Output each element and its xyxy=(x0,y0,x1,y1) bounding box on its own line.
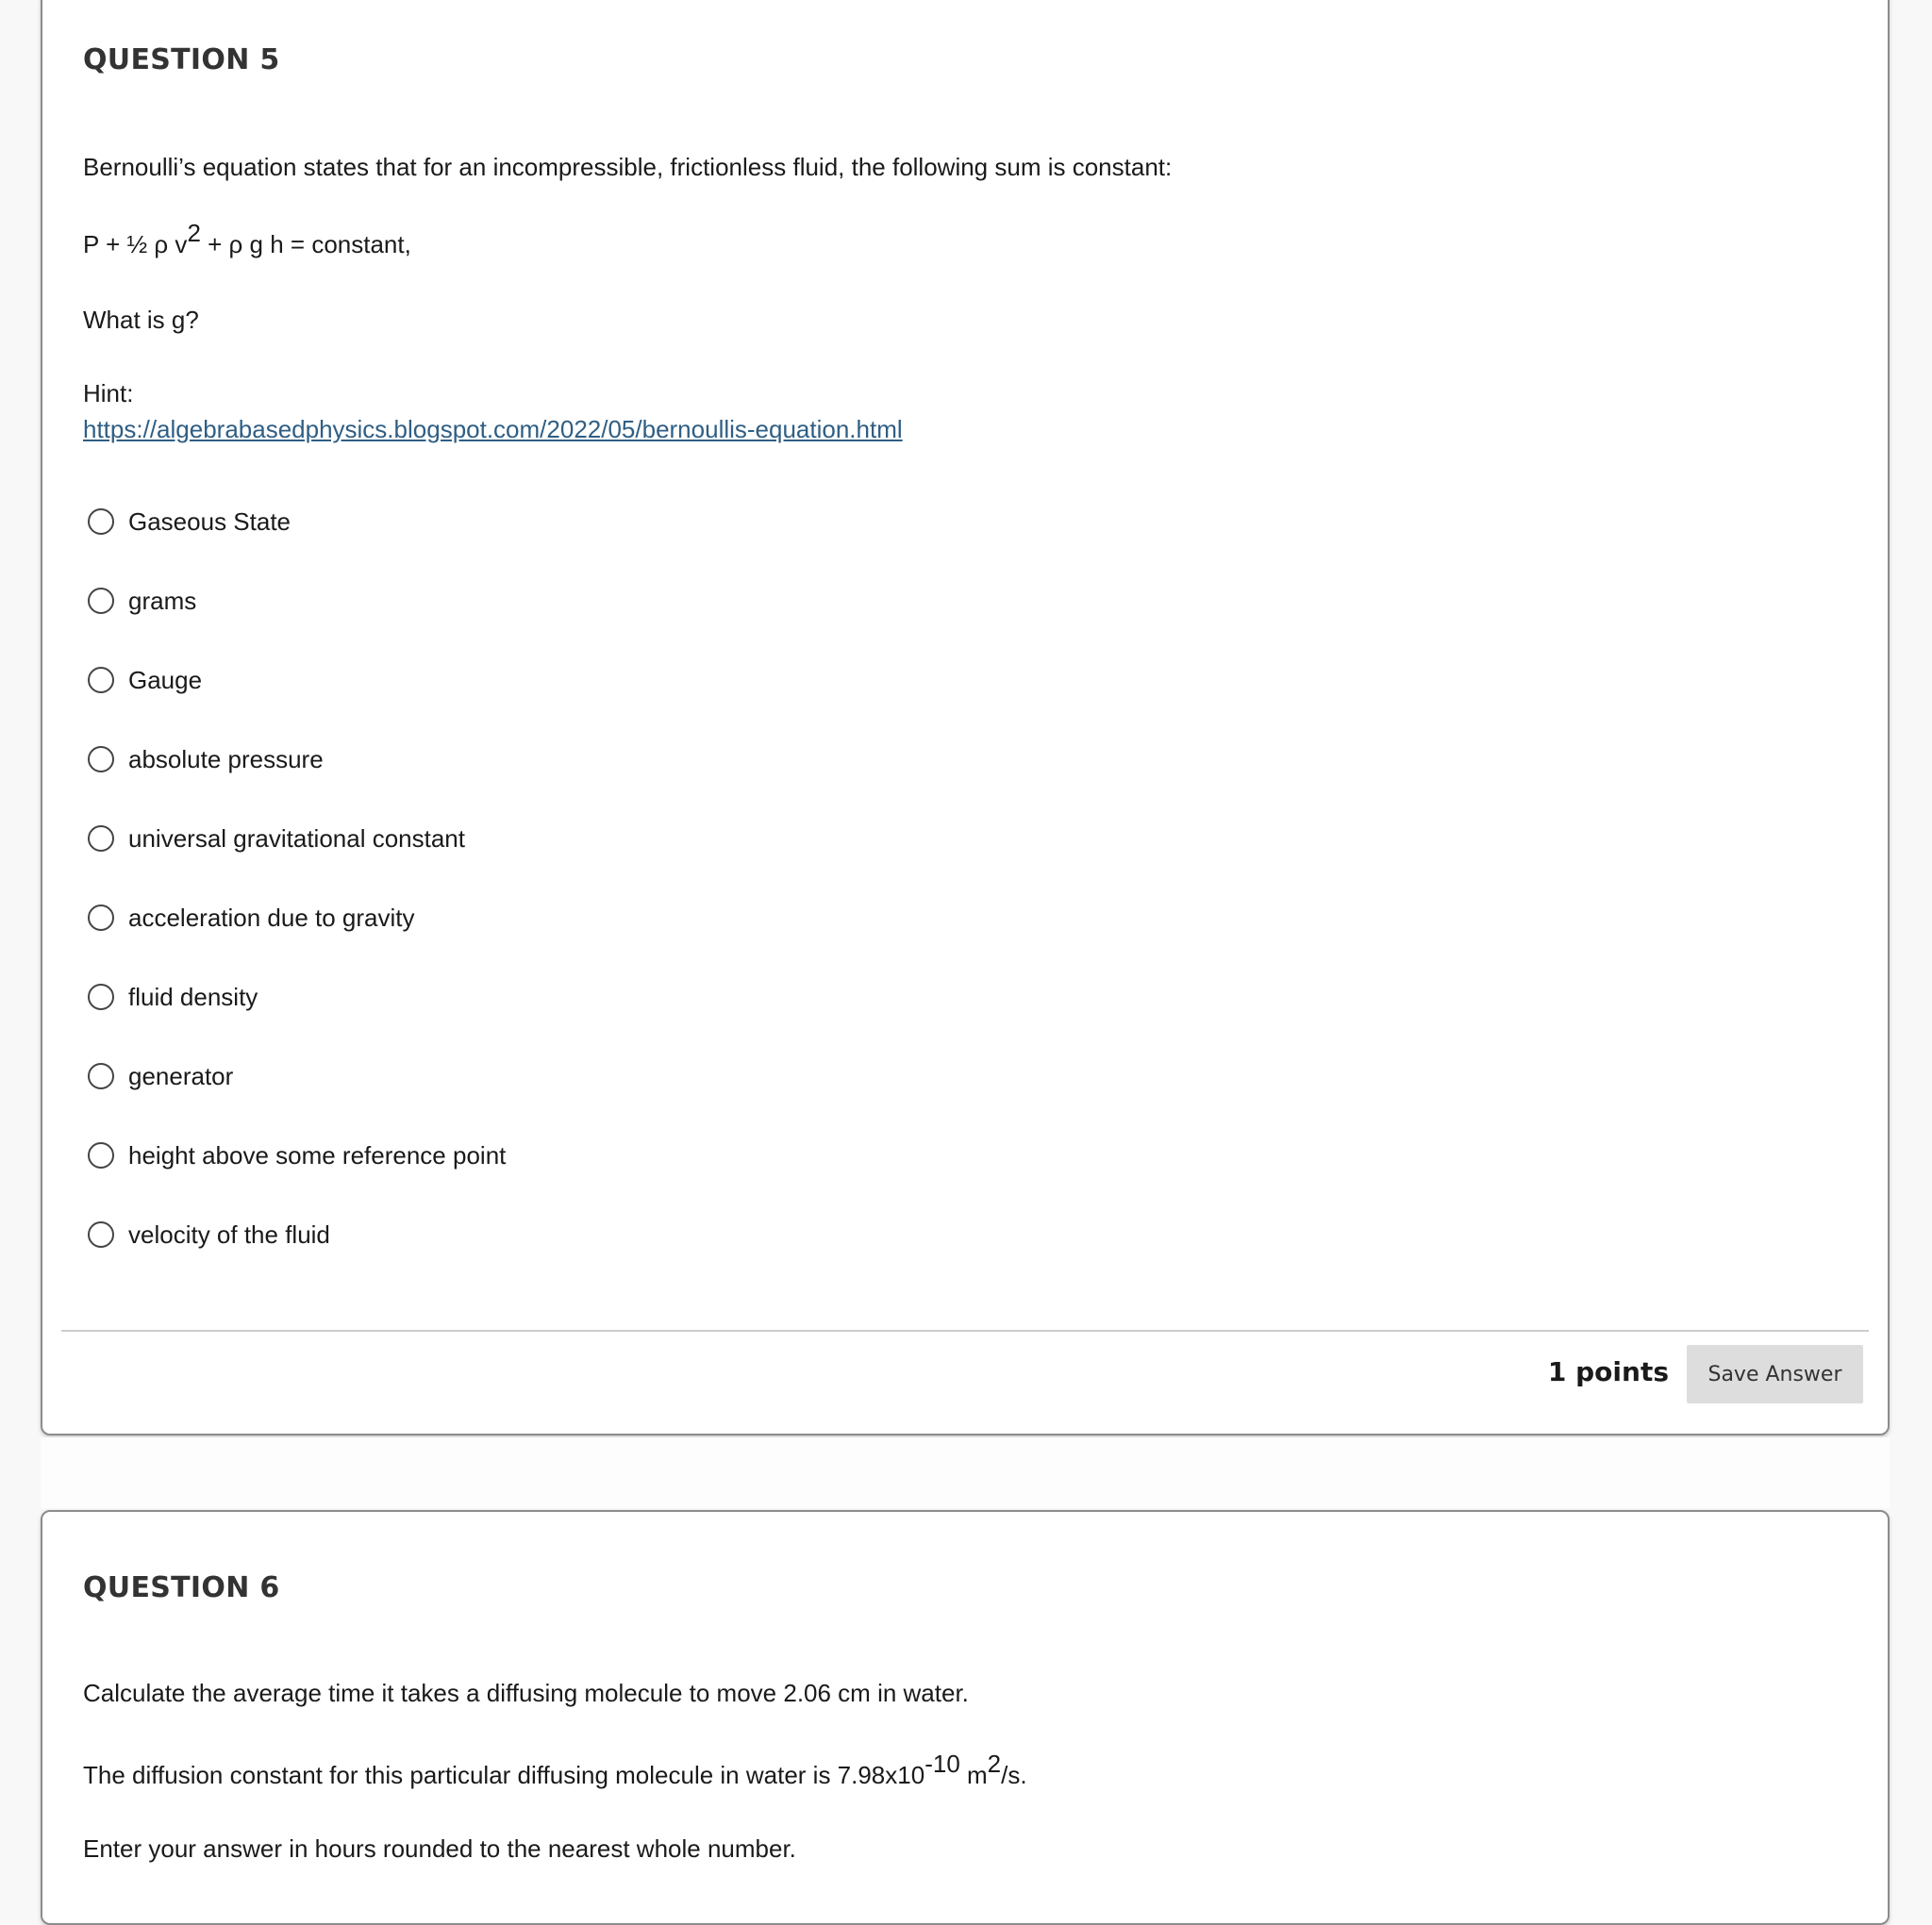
radio-button[interactable] xyxy=(88,1063,114,1089)
footer-divider xyxy=(61,1330,1869,1332)
answer-option[interactable] xyxy=(88,1037,506,1116)
question-6-card xyxy=(41,1510,1890,1925)
answer-option[interactable] xyxy=(88,1116,506,1195)
radio-button[interactable] xyxy=(88,825,114,852)
answer-option[interactable] xyxy=(88,957,506,1037)
question-5-prompt: Bernoulli’s equation states that for an incompressible, frictionless fluid, the following sum is constant: xyxy=(83,153,1173,181)
answer-option[interactable] xyxy=(88,640,506,720)
radio-button[interactable] xyxy=(88,904,114,931)
unit-exponent: 2 xyxy=(987,1750,1002,1779)
equation-part-1: P + ½ ρ v xyxy=(83,230,188,258)
diffusion-unit: m xyxy=(959,1761,988,1789)
question-6-line-3: Enter your answer in hours rounded to the nearest whole number. xyxy=(83,1834,796,1863)
answer-option-label: velocity of the fluid xyxy=(128,1220,330,1249)
answer-option[interactable] xyxy=(88,720,506,799)
hint-label: Hint: xyxy=(83,379,134,407)
radio-button[interactable] xyxy=(88,588,114,614)
question-6-line-2 xyxy=(83,1750,1027,1790)
diffusion-text: The diffusion constant for this particular diffusing molecule in water is 7.98x10 xyxy=(83,1761,925,1789)
answer-option-label: height above some reference point xyxy=(128,1140,507,1170)
bernoulli-equation xyxy=(83,219,411,259)
answer-option[interactable] xyxy=(88,1195,506,1274)
radio-button[interactable] xyxy=(88,1142,114,1169)
question-6-title: QUESTION 6 xyxy=(83,1571,280,1604)
hint-link[interactable]: https://algebrabasedphysics.blogspot.com/2022/05/bernoullis-equation.html xyxy=(83,415,903,443)
answer-option-label: Gauge xyxy=(128,665,203,694)
card-gap xyxy=(41,1437,1890,1508)
equation-part-2: + ρ g h = constant, xyxy=(200,230,411,258)
radio-button[interactable] xyxy=(88,1221,114,1248)
question-6-line-1: Calculate the average time it takes a diffusing molecule to move 2.06 cm in water. xyxy=(83,1679,969,1707)
answer-option[interactable] xyxy=(88,799,506,878)
save-answer-button[interactable]: Save Answer xyxy=(1687,1345,1863,1403)
answer-option-label: fluid density xyxy=(128,982,258,1011)
radio-button[interactable] xyxy=(88,984,114,1010)
answer-option-label: absolute pressure xyxy=(128,744,324,773)
question-5-question: What is g? xyxy=(83,306,199,334)
question-5-title: QUESTION 5 xyxy=(83,43,280,76)
answer-option-label: Gaseous State xyxy=(128,506,291,536)
points-label: 1 points xyxy=(1547,1356,1669,1387)
equation-superscript: 2 xyxy=(187,219,201,248)
radio-button[interactable] xyxy=(88,746,114,772)
answer-option[interactable] xyxy=(88,482,506,561)
answer-option[interactable] xyxy=(88,561,506,640)
answer-option[interactable] xyxy=(88,878,506,957)
diffusion-unit-suffix: /s. xyxy=(1001,1761,1027,1789)
answer-option-label: universal gravitational constant xyxy=(128,823,465,853)
diffusion-exponent: -10 xyxy=(924,1750,960,1779)
answer-option-label: acceleration due to gravity xyxy=(128,903,415,932)
question-5-card xyxy=(41,0,1890,1435)
answer-option-label: generator xyxy=(128,1061,234,1090)
radio-button[interactable] xyxy=(88,667,114,693)
answer-options xyxy=(88,482,506,1274)
answer-option-label: grams xyxy=(128,586,197,615)
radio-button[interactable] xyxy=(88,508,114,535)
